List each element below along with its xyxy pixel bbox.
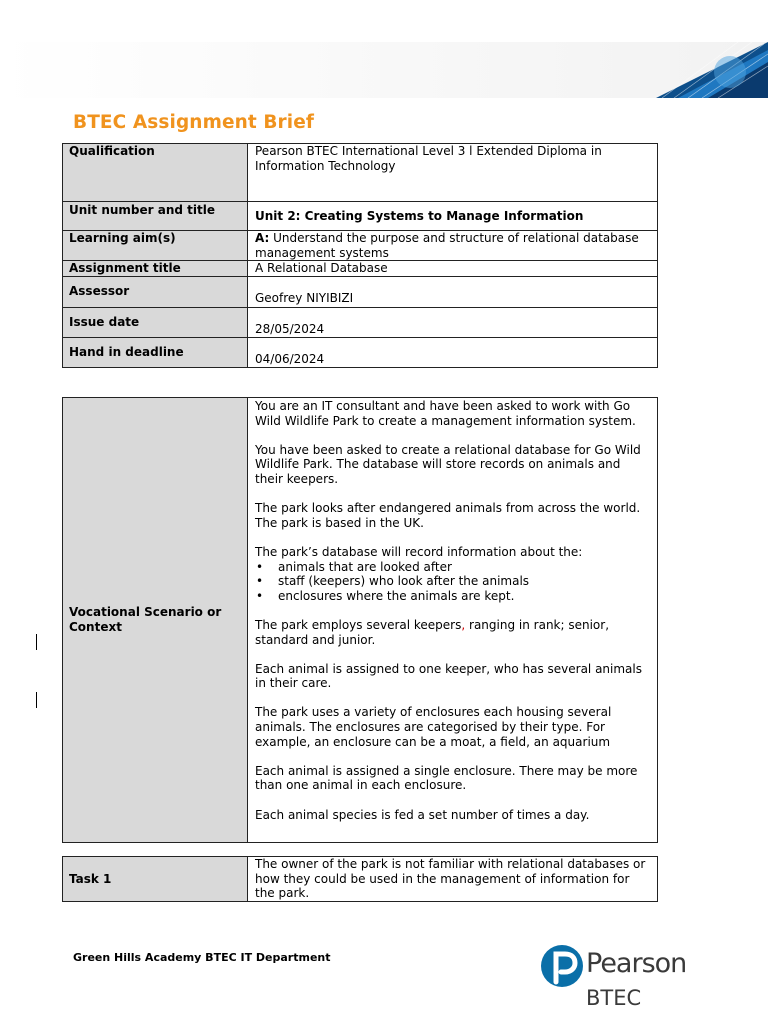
keepers-text-before: The park employs several keepers	[255, 617, 462, 632]
scenario-table	[62, 397, 658, 843]
assignment-title-row	[63, 261, 658, 277]
btec-wordmark: BTEC	[586, 986, 642, 1010]
issue-date-value: 28/05/2024	[255, 321, 325, 336]
scenario-content	[248, 398, 657, 822]
learning-aim-prefix: A:	[255, 231, 270, 245]
scenario-row	[63, 398, 658, 843]
assignment-title-label: Assignment title	[69, 261, 181, 276]
learning-aim-row	[63, 231, 658, 261]
keepers-text-after: ranging in rank; senior, standard and junior.	[255, 617, 610, 647]
list-item: • enclosures where the animals are kept.	[255, 589, 650, 604]
task-row	[63, 857, 658, 902]
qualification-label: Qualification	[69, 144, 155, 158]
assessor-label: Assessor	[69, 283, 130, 298]
scenario-paragraph: Each animal is assigned to one keeper, who has several animals in their care.	[255, 661, 642, 691]
pearson-logo-icon	[540, 942, 584, 992]
qualification-value: Pearson BTEC International Level 3 l Extended Diploma in Information Technology	[255, 144, 602, 173]
learning-aim-text: Understand the purpose and structure of relational database management systems	[255, 231, 639, 260]
scenario-paragraph: The park’s database will record information about the:	[255, 544, 583, 559]
revision-mark	[36, 634, 37, 650]
deadline-value: 04/06/2024	[255, 351, 325, 366]
footer-department: Green Hills Academy BTEC IT Department	[73, 951, 331, 964]
scenario-paragraph: You are an IT consultant and have been asked to work with Go Wild Wildlife Park to create a management information system.	[255, 399, 636, 428]
issue-date-label: Issue date	[69, 314, 140, 329]
scenario-paragraph: You have been asked to create a relational database for Go Wild Wildlife Park. The database will store records on animals and their keepers.	[255, 442, 641, 486]
banner-graphic	[618, 42, 768, 98]
assignment-title-value: A Relational Database	[255, 261, 388, 276]
task-label: Task 1	[69, 871, 112, 886]
assessor-value: Geofrey NIYIBIZI	[255, 290, 354, 305]
pearson-wordmark: Pearson	[586, 948, 687, 979]
unit-label: Unit number and title	[69, 203, 215, 217]
scenario-paragraph: The park uses a variety of enclosures each housing several animals. The enclosures are categorised by their type. For example, an enclosure can be a moat, a field, an aquarium	[255, 705, 612, 749]
scenario-paragraph: Each animal is assigned a single enclosure. There may be more than one animal in each enclosure.	[255, 763, 638, 793]
scenario-paragraph: Each animal species is fed a set number of times a day.	[255, 807, 590, 822]
list-item: • animals that are looked after	[255, 560, 650, 575]
learning-aim-value	[248, 231, 657, 260]
revision-mark	[36, 692, 37, 708]
assessor-row	[63, 276, 658, 307]
pearson-btec-logo	[540, 942, 690, 1012]
deadline-label: Hand in deadline	[69, 344, 184, 359]
deadline-row	[63, 337, 658, 367]
unit-value: Unit 2: Creating Systems to Manage Information	[255, 209, 584, 223]
keepers-paragraph	[255, 618, 650, 647]
learning-aim-label: Learning aim(s)	[69, 231, 176, 245]
unit-row	[63, 202, 658, 231]
page-title: BTEC Assignment Brief	[73, 112, 315, 133]
task-text: The owner of the park is not familiar with relational databases or how they could be used in the management of information for the park.	[255, 857, 646, 901]
task-table	[62, 856, 658, 902]
qualification-row	[63, 144, 658, 202]
spelling-mark-comma: ,	[461, 617, 466, 632]
details-table	[62, 143, 658, 368]
scenario-paragraph: The park looks after endangered animals from across the world. The park is based in the UK.	[255, 501, 641, 530]
list-item: • staff (keepers) who look after the animals	[255, 574, 650, 589]
issue-date-row	[63, 307, 658, 337]
scenario-label: Vocational Scenario or Context	[69, 605, 222, 634]
scenario-bullet-list	[255, 560, 650, 604]
